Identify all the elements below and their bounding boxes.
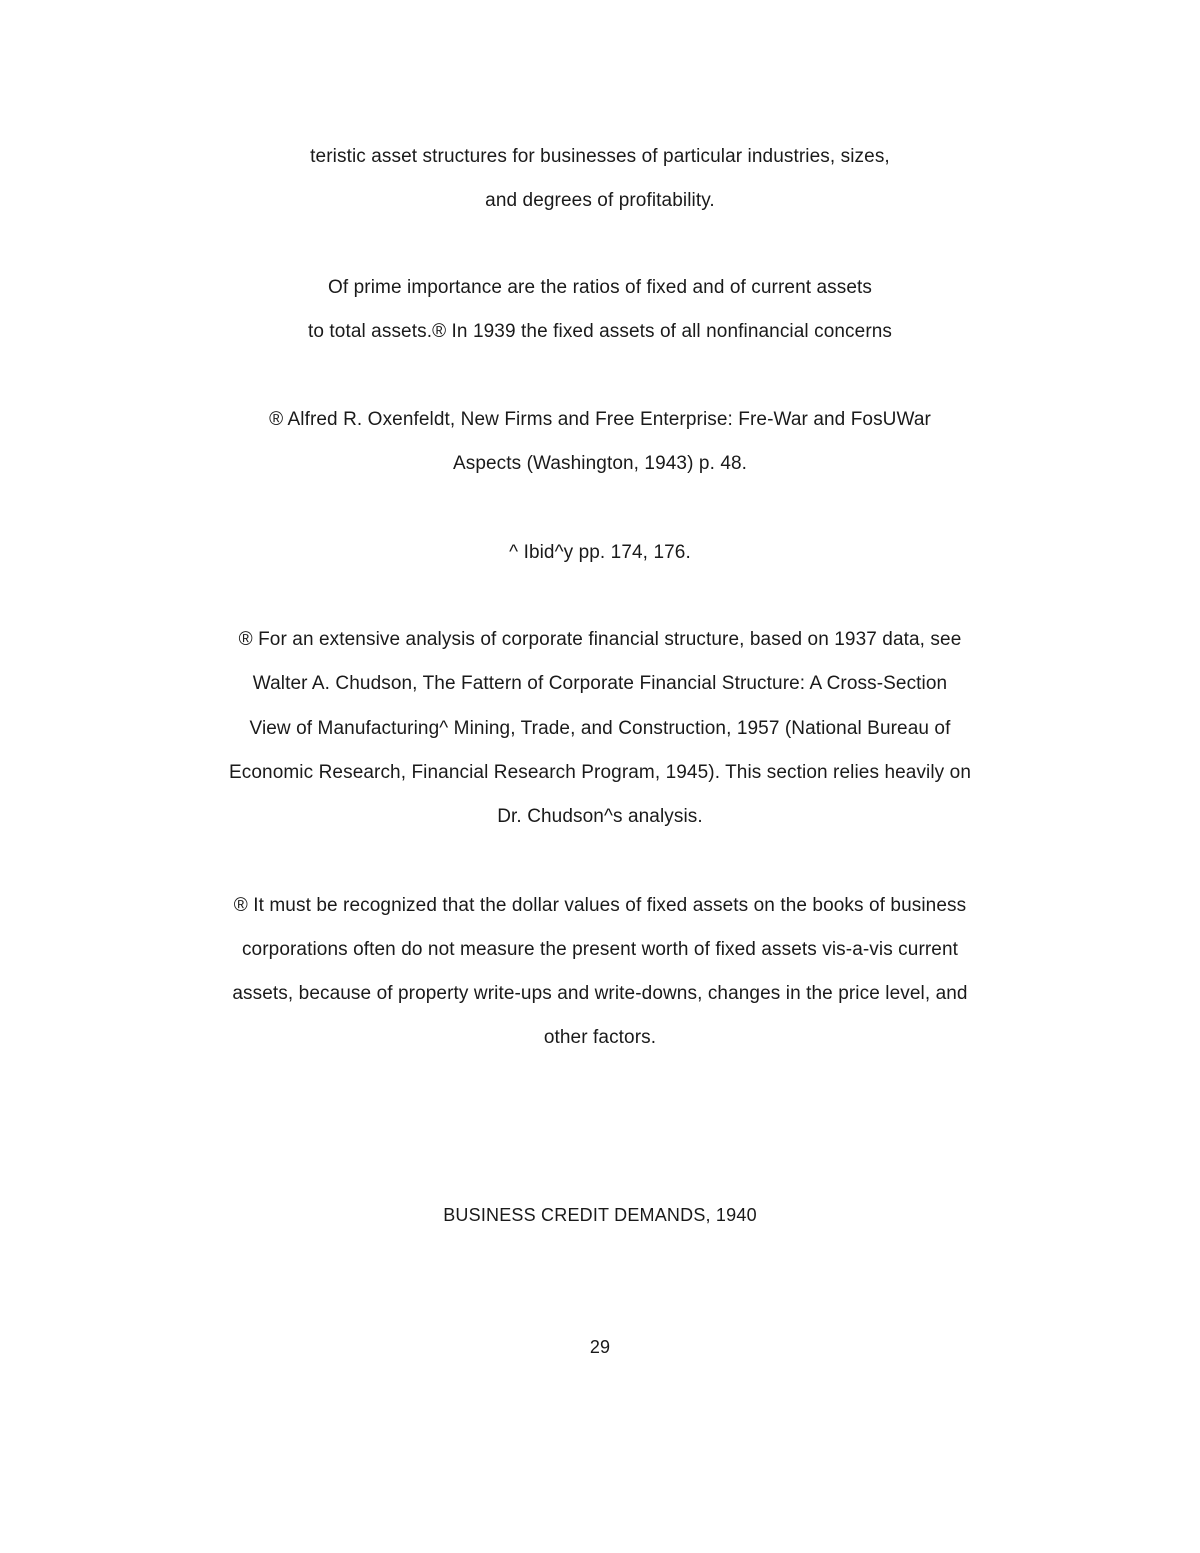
body-line: to total assets.® In 1939 the fixed assets of all nonfinancial concerns (307, 321, 893, 342)
footnote-line: ^ Ibid^y pp. 174, 176. (509, 542, 691, 563)
footnote-line: ® It must be recognized that the dollar values of fixed assets on the books of business (233, 895, 967, 916)
footnote-line: View of Manufacturing^ Mining, Trade, and Construction, 1957 (National Bureau of (249, 718, 951, 739)
footnote-line: Dr. Chudson^s analysis. (497, 806, 703, 827)
body-line: Of prime importance are the ratios of fixed and of current assets (327, 277, 873, 298)
running-footer: BUSINESS CREDIT DEMANDS, 1940 (443, 1205, 757, 1225)
body-line: and degrees of profitability. (485, 190, 715, 211)
body-line: teristic asset structures for businesses of particular industries, sizes, (310, 146, 890, 167)
footnote-line: ® Alfred R. Oxenfeldt, New Firms and Free Enterprise: Fre-War and FosUWar (269, 409, 931, 430)
footnote-line: Aspects (Washington, 1943) p. 48. (452, 453, 748, 474)
footnote-line: assets, because of property write-ups and write-downs, changes in the price level, and (232, 983, 968, 1004)
footnote-line: Economic Research, Financial Research Program, 1945). This section relies heavily on (229, 762, 971, 783)
footnote-line: ® For an extensive analysis of corporate financial structure, based on 1937 data, see (238, 629, 962, 650)
footnote-line: Walter A. Chudson, The Fattern of Corporate Financial Structure: A Cross-Section (252, 673, 948, 694)
footnote-line: other factors. (543, 1027, 657, 1048)
page-number: 29 (589, 1337, 611, 1357)
footnote-line: corporations often do not measure the present worth of fixed assets vis-a-vis current (241, 939, 959, 960)
